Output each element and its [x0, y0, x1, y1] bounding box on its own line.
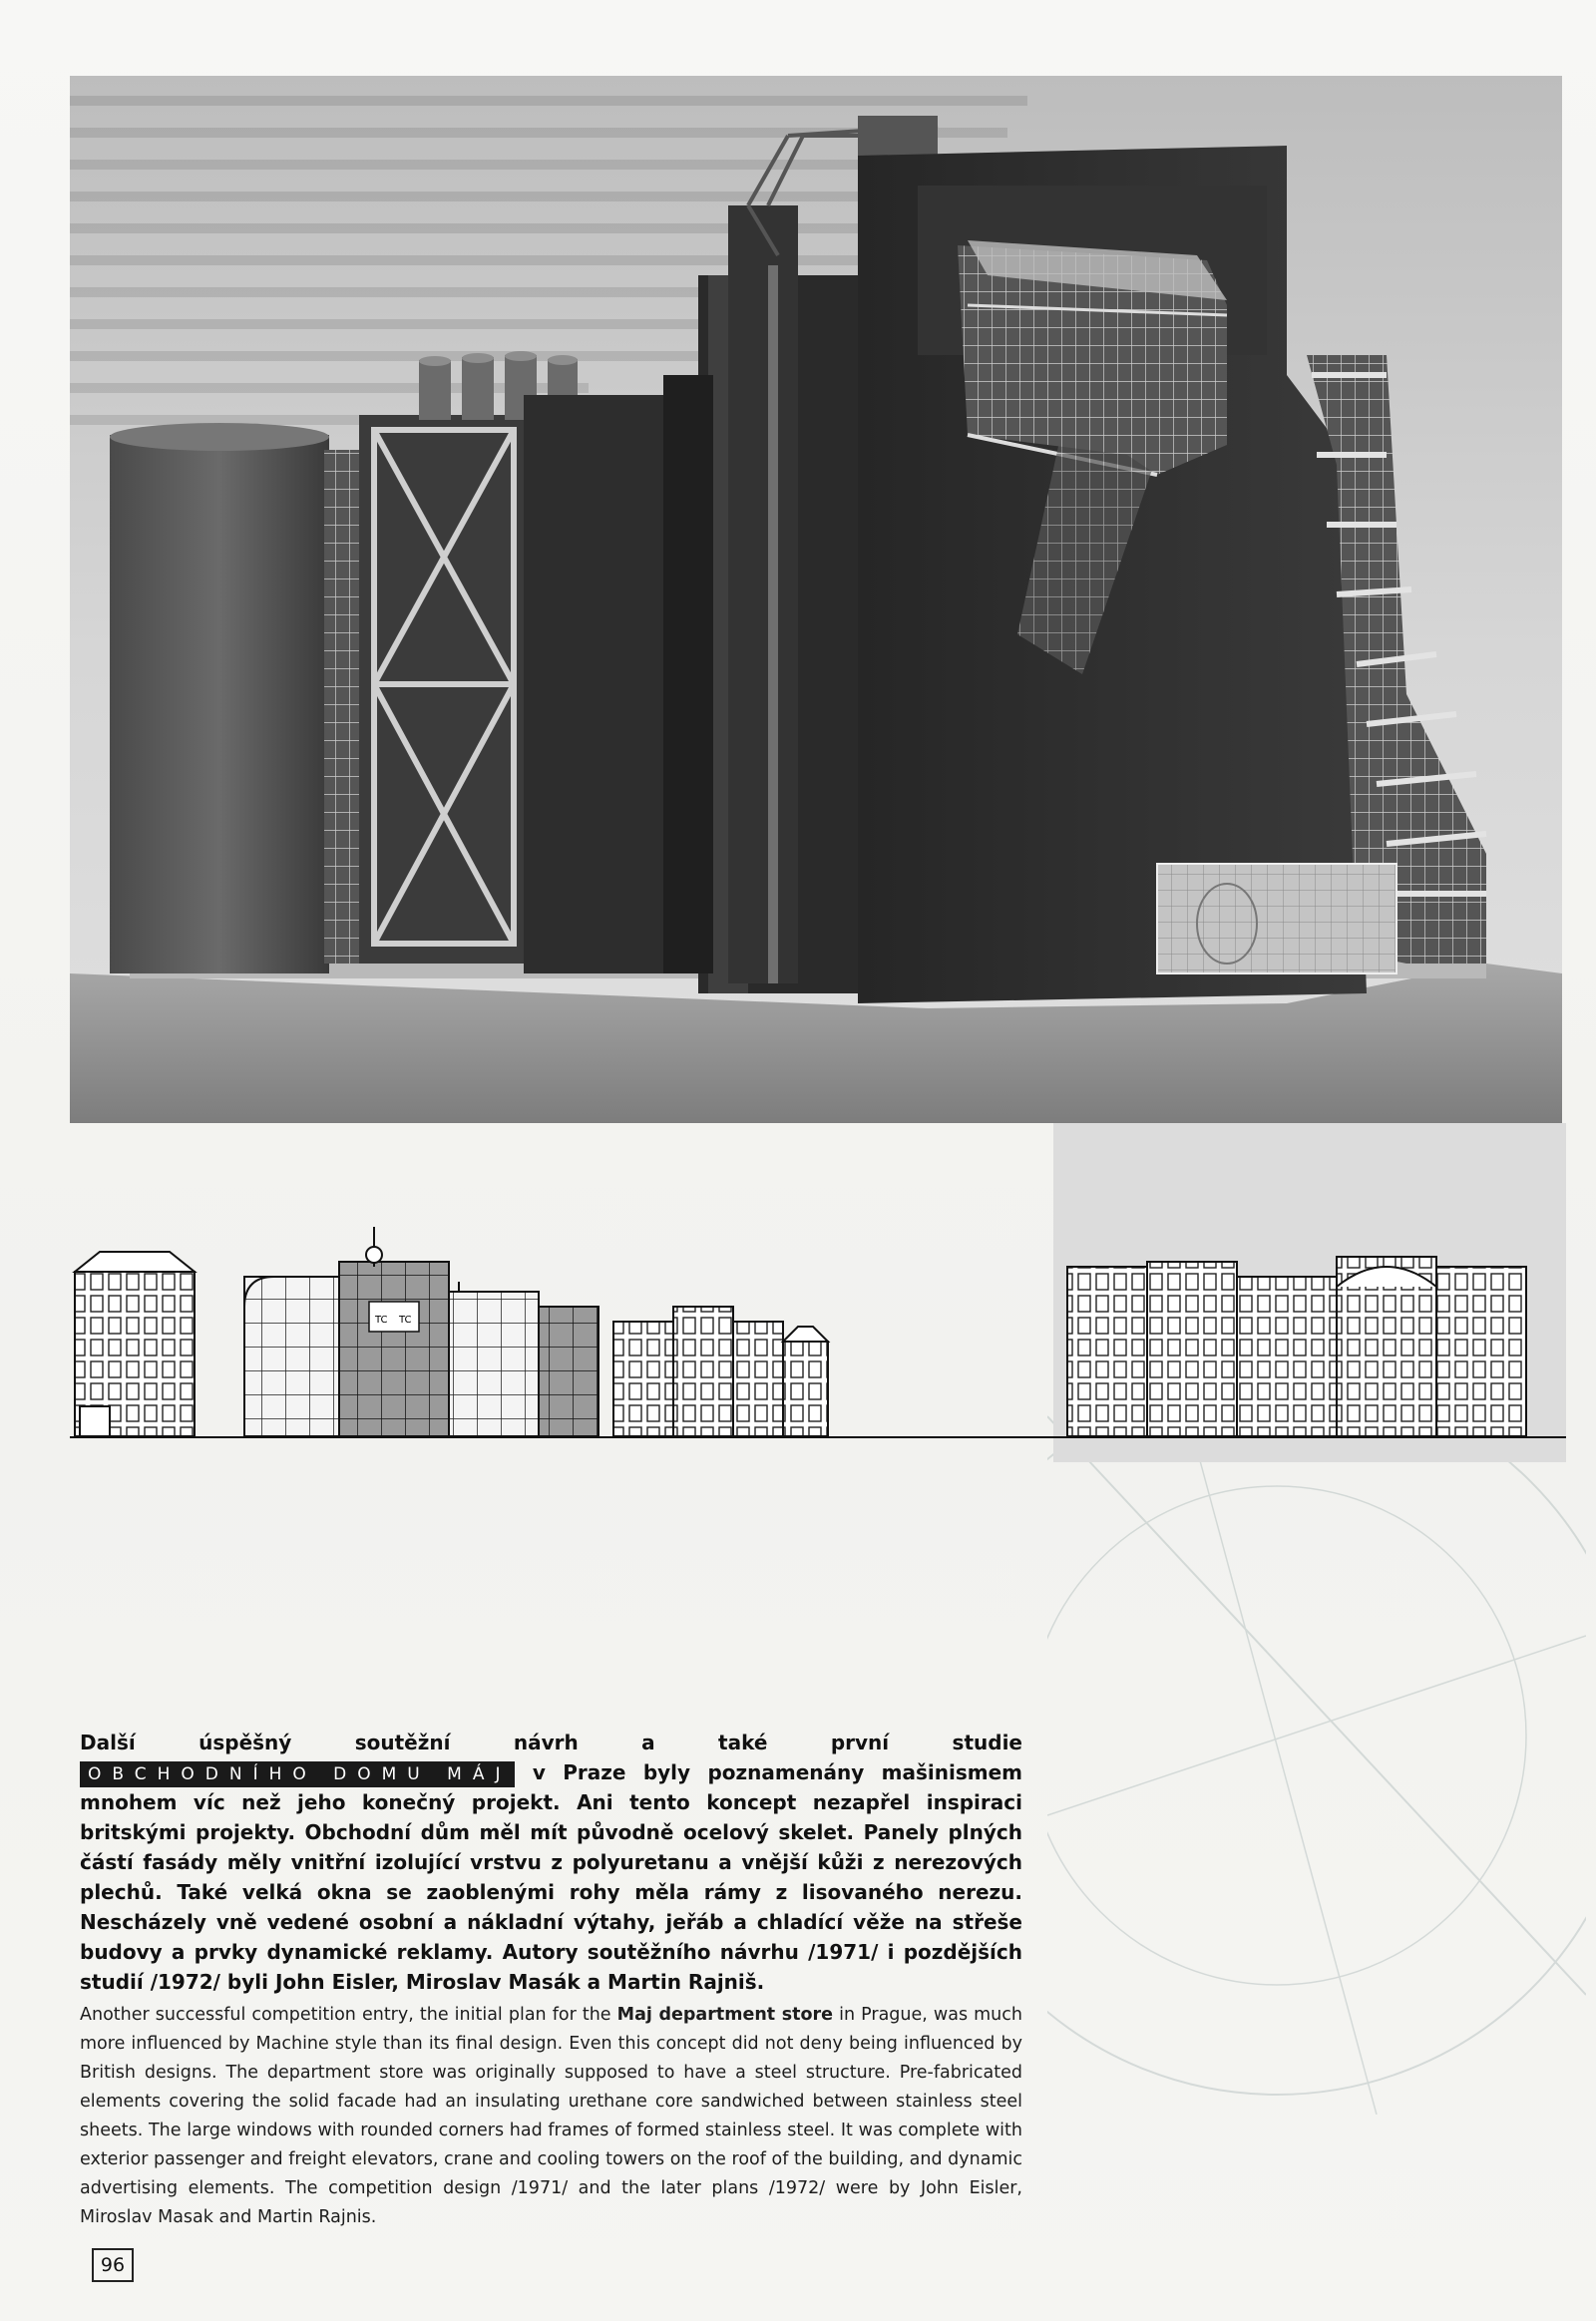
caption-english-highlight: Maj department store — [616, 2005, 834, 2025]
caption-english-body: in Prague, was much more influenced by Machine style than its final design. Even this concept did not deny being influenced by British designs. The department store was originally supposed to have a steel structure. Pre-fabricated elements covering the solid facade had an insulating urethane core sandwiched between stainless steel sheets. The large windows with rounded corners had frames of formed stainless steel. It was complete with exterior passenger and freight elevators, crane and cooling towers on the roof of the building, and dynamic advertising elements. The competition design /1971/ and the later plans /1972/ were by John Eisler, Miroslav Masak and Martin Rajnis. — [80, 2005, 1022, 2227]
caption-block — [80, 1728, 1022, 2232]
page-number: 96 — [92, 2248, 134, 2282]
elevation-label-1: TC — [375, 1315, 388, 1326]
caption-czech-body: v Praze byly poznamenány mašinismem mnohem víc než jeho konečný projekt. Ani tento koncept nezapřel inspiraci britskými projekty. Obchodní dům měl mít původně ocelový skelet. Panely plných částí fasády měly vnitřní izolující vrstvu z polyuretanu a vnější kůži z nerezových plechů. Také velká okna se zaoblenými rohy měla rámy z lisovaného nerezu. Nescházely vně vedené osobní a nákladní výtahy, jeřáb a chladící věže na střeše budovy a prvky dynamické reklamy. Autory soutěžního návrhu /1971/ i pozdějších studií /1972/ byli John Eisler, Miroslav Masák a Martin Rajniš. — [80, 1760, 1022, 1994]
caption-english-intro: Another successful competition entry, the initial plan for the — [80, 2005, 617, 2025]
caption-czech — [80, 1728, 1022, 1997]
project-title-badge: OBCHODNÍHO DOMU MÁJ — [80, 1761, 515, 1787]
elevation-label-2: TC — [399, 1315, 412, 1326]
street-elevation-drawing — [70, 1227, 1566, 1441]
caption-czech-intro: Další úspěšný soutěžní návrh a také první studie — [80, 1731, 1022, 1754]
model-photograph — [70, 76, 1562, 1123]
caption-english — [80, 2001, 1022, 2232]
